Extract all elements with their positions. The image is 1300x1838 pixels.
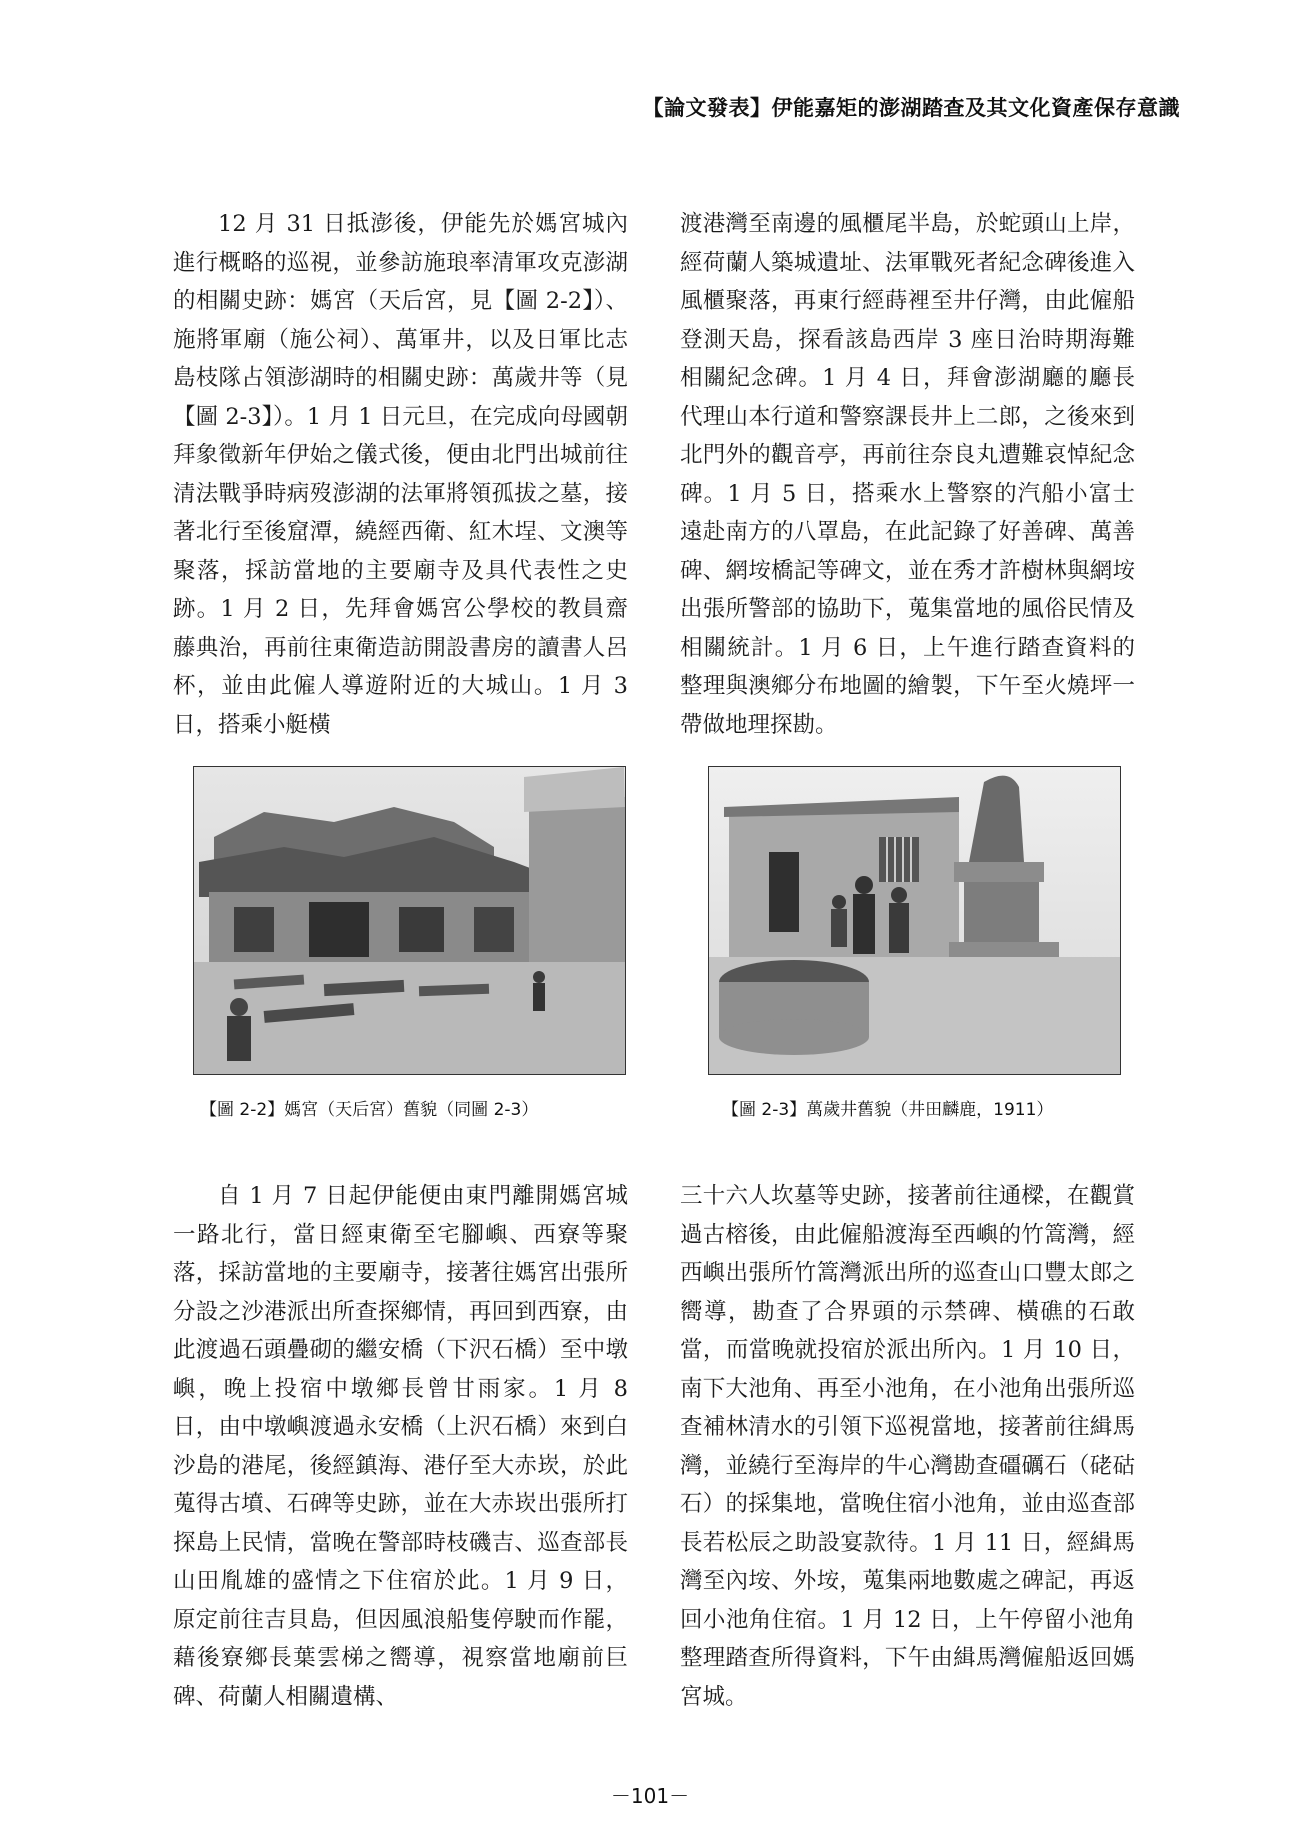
page-number: －101－ bbox=[610, 1784, 690, 1808]
paragraph-top-right: 渡港灣至南邊的風櫃尾半島，於蛇頭山上岸，經荷蘭人築城遺址、法軍戰死者紀念碑後進入風櫃聚落，再東行經蒔裡至井仔灣，由此僱船登測天島，探看該島西岸 3 座日治時期海難相關紀念碑。1 月 4 日，拜會澎湖廳的廳長代理山本行道和警察課長井上二郎，之後來到北門外的觀音亭，再前往奈良丸遭難哀悼紀念碑。1 月 5 日，搭乘水上警察的汽船小富士遠赴南方的八罩島，在此記錄了好善碑、萬善碑、網垵橋記等碑文，並在秀才許樹林與網垵出張所警部的協助下，蒐集當地的風俗民情及相關統計。1 月 6 日，上午進行踏查資料的整理與澳鄉分布地圖的繪製，下午至火燒坪一帶做地理探勘。 bbox=[680, 211, 1135, 738]
figure-caption-2-2: 【圖 2-2】媽宮（天后宮）舊貌（同圖 2-3） bbox=[200, 1100, 539, 1120]
figure-wansui-well-photo bbox=[708, 766, 1121, 1075]
running-header: 【論文發表】伊能嘉矩的澎湖踏查及其文化資產保存意識 bbox=[642, 96, 1180, 120]
paragraph-bottom-right: 三十六人坎墓等史跡，接著前往通樑，在觀賞過古榕後，由此僱船渡海至西嶼的竹篙灣，經西嶼出張所竹篙灣派出所的巡查山口豐太郎之嚮導，勘查了合界頭的示禁碑、橫礁的石敢當，而當晚就投宿於派出所內。1 月 10 日，南下大池角、再至小池角，在小池角出張所巡查補林清水的引領下巡視當地，接著前往緝馬灣，並繞行至海岸的牛心灣勘查礓礪石（硓𥑮石）的採集地，當晚住宿小池角，並由巡查部長若松辰之助設宴款待。1 月 11 日，經緝馬灣至內垵、外垵，蒐集兩地數處之碑記，再返回小池角住宿。1 月 12 日，上午停留小池角整理踏查所得資料，下午由緝馬灣僱船返回媽宮城。 bbox=[680, 1183, 1135, 1710]
paragraph-bottom-left: 自 1 月 7 日起伊能便由東門離開媽宮城一路北行，當日經東衛至宅腳嶼、西寮等聚落，採訪當地的主要廟寺，接著往媽宮出張所分設之沙港派出所查探鄉情，再回到西寮，由此渡過石頭疊砌的繼安橋（下沢石橋）至中墩嶼，晚上投宿中墩鄉長曾甘雨家。1 月 8 日，由中墩嶼渡過永安橋（上沢石橋）來到白沙島的港尾，後經鎮海、港仔至大赤崁，於此蒐得古墳、石碑等史跡，並在大赤崁出張所打探島上民情，當晚在警部時枝磯吉、巡查部長山田胤雄的盛情之下住宿於此。1 月 9 日，原定前往吉貝島，但因風浪船隻停駛而作罷，藉後寮鄉長葉雲梯之嚮導，視察當地廟前巨碑、荷蘭人相關遺構、 bbox=[173, 1183, 628, 1710]
figure-mazu-temple-photo bbox=[193, 766, 626, 1075]
paragraph-top-left: 12 月 31 日抵澎後，伊能先於媽宮城內進行概略的巡視，並參訪施琅率清軍攻克澎湖的相關史跡：媽宮（天后宮，見【圖 2-2】）、施將軍廟（施公祠）、萬軍井，以及日軍比志島枝隊占領澎湖時的相關史跡：萬歲井等（見【圖 2-3】）。1 月 1 日元旦，在完成向母國朝拜象徵新年伊始之儀式後，便由北門出城前往清法戰爭時病歿澎湖的法軍將領孤拔之墓，接著北行至後窟潭，繞經西衛、紅木埕、文澳等聚落，採訪當地的主要廟寺及具代表性之史跡。1 月 2 日，先拜會媽宮公學校的教員齋藤典治，再前往東衛造訪開設書房的讀書人呂杯，並由此僱人導遊附近的大城山。1 月 3 日，搭乘小艇橫 bbox=[173, 211, 628, 738]
figure-caption-2-3: 【圖 2-3】萬歲井舊貌（井田麟鹿，1911） bbox=[722, 1100, 1054, 1120]
